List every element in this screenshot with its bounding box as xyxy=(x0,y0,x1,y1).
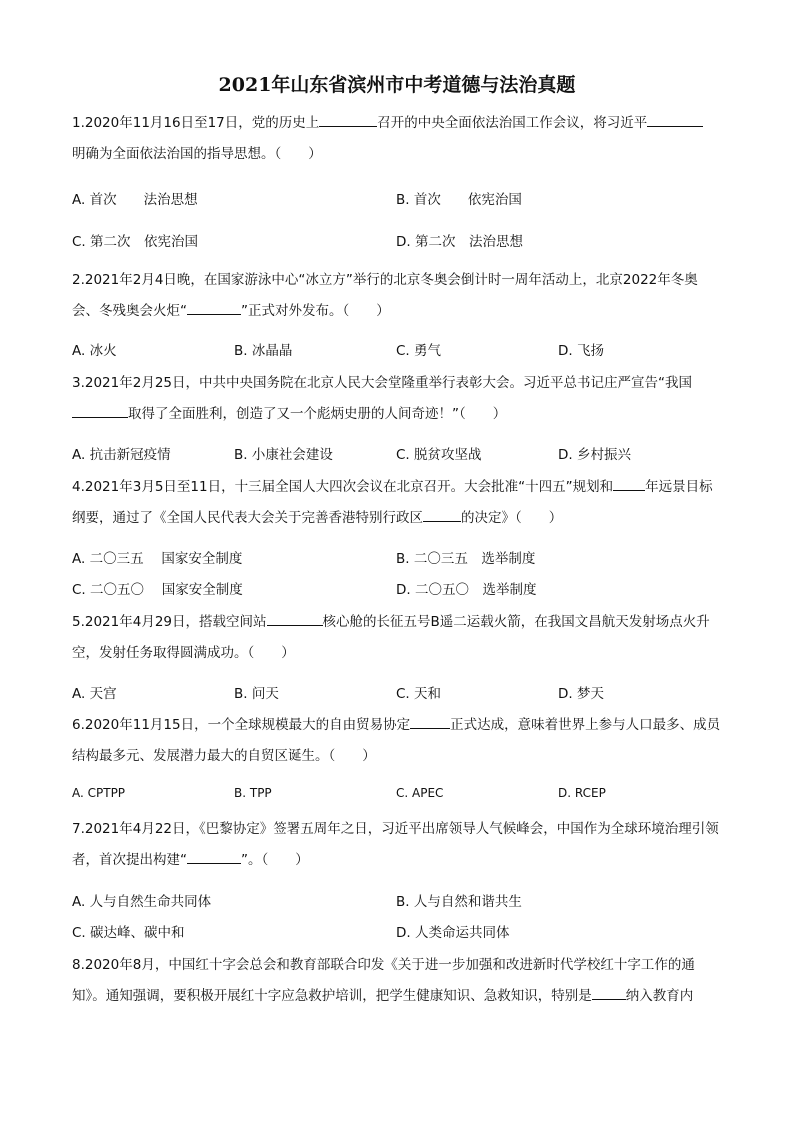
option-b: B. 小康社会建设 xyxy=(234,447,333,463)
option-c: C. APEC xyxy=(396,786,444,800)
option-c: C. 碳达峰、碳中和 xyxy=(72,925,185,941)
question-text: 6.2020年11月15日，一个全球规模最大的自由贸易协定 xyxy=(72,717,411,733)
question-text: 3.2021年2月25日，中共中央国务院在北京人民大会堂隆重举行表彰大会。习近平总书记庄严宣告“我国 xyxy=(72,375,692,391)
question-text: 纳入教育内 xyxy=(625,988,694,1004)
option-d: D. 人类命运共同体 xyxy=(396,925,510,941)
question-7 xyxy=(72,814,724,876)
question-6 xyxy=(72,710,724,772)
answer-blank xyxy=(592,985,626,1000)
question-text: ”正式对外发布。（ ） xyxy=(241,303,390,319)
question-text: 7.2021年4月22日，《巴黎协定》签署五周年之日，习近平出席领导人气候峰会，中国作为全球环境治理引领者，首次提出构建“ xyxy=(72,821,719,868)
answer-blank xyxy=(187,300,241,315)
option-a: A. 抗击新冠疫情 xyxy=(72,447,171,463)
question-4 xyxy=(72,472,724,534)
answer-blank xyxy=(613,476,645,491)
option-a: A. CPTPP xyxy=(72,786,126,800)
option-a: A. 二〇三五 国家安全制度 xyxy=(72,551,243,567)
answer-blank xyxy=(187,849,241,864)
question-text: 核心舱的长征五号B遥二运载火箭，在我国文昌航天发射场点火升空，发射任务取得圆满成功。（ ） xyxy=(72,614,710,661)
option-d: D. RCEP xyxy=(558,786,606,800)
option-d: D. 乡村振兴 xyxy=(558,447,631,463)
option-d: D. 第二次 法治思想 xyxy=(396,234,523,250)
option-a: A. 首次 法治思想 xyxy=(72,192,198,208)
question-text: 2.2021年2月4日晚，在国家游泳中心“冰立方”举行的北京冬奥会倒计时一周年活动上，北京2022年冬奥会、冬残奥会火炬“ xyxy=(72,272,698,319)
question-text: ”。（ ） xyxy=(241,852,309,868)
option-c: C. 第二次 依宪治国 xyxy=(72,234,199,250)
question-text: 8.2020年8月，中国红十字会总会和教育部联合印发《关于进一步加强和改进新时代学校红十字工作的通知》。通知强调，要积极开展红十字应急救护培训，把学生健康知识、急救知识，特别是 xyxy=(72,957,695,1004)
question-text: 年远景目标纲要，通过了《全国人民代表大会关于完善香港特别行政区 xyxy=(72,479,713,526)
option-b: B. TPP xyxy=(234,786,272,800)
question-text: 取得了全面胜利，创造了又一个彪炳史册的人间奇迹！”（ ） xyxy=(128,406,507,422)
option-b: B. 二〇三五 选举制度 xyxy=(396,551,536,567)
answer-blank xyxy=(647,112,703,127)
option-c: C. 二〇五〇 国家安全制度 xyxy=(72,582,243,598)
answer-blank xyxy=(410,714,450,729)
option-d: D. 梦天 xyxy=(558,686,604,702)
question-5 xyxy=(72,607,724,669)
question-2 xyxy=(72,265,724,327)
option-d: D. 二〇五〇 选举制度 xyxy=(396,582,537,598)
question-3 xyxy=(72,368,724,430)
option-c: C. 脱贫攻坚战 xyxy=(396,447,482,463)
question-8 xyxy=(72,950,724,1012)
question-text: 的决定》（ ） xyxy=(461,510,563,526)
option-b: B. 人与自然和谐共生 xyxy=(396,894,522,910)
option-b: B. 问天 xyxy=(234,686,279,702)
answer-blank xyxy=(423,507,461,522)
option-b: B. 首次 依宪治国 xyxy=(396,192,522,208)
option-a: A. 人与自然生命共同体 xyxy=(72,894,212,910)
question-text: 明确为全面依法治国的指导思想。（ ） xyxy=(72,146,322,162)
option-c: C. 勇气 xyxy=(396,343,442,359)
question-text: 召开的中央全面依法治国工作会议，将习近平 xyxy=(377,115,648,131)
option-d: D. 飞扬 xyxy=(558,343,604,359)
answer-blank xyxy=(319,112,377,127)
question-text: 1.2020年11月16日至17日，党的历史上 xyxy=(72,115,320,131)
option-c: C. 天和 xyxy=(396,686,442,702)
answer-blank xyxy=(267,611,323,626)
option-b: B. 冰晶晶 xyxy=(234,343,293,359)
answer-blank xyxy=(72,403,128,418)
question-text: 4.2021年3月5日至11日，十三届全国人大四次会议在北京召开。大会批准“十四五”规划和 xyxy=(72,479,614,495)
question-1 xyxy=(72,108,724,170)
option-a: A. 天宫 xyxy=(72,686,117,702)
page-title: 2021年山东省滨州市中考道德与法治真题 xyxy=(218,74,576,96)
question-text: 正式达成，意味着世界上参与人口最多、成员结构最多元、发展潜力最大的自贸区诞生。（ ） xyxy=(72,717,721,764)
question-text: 5.2021年4月29日，搭载空间站 xyxy=(72,614,267,630)
option-a: A. 冰火 xyxy=(72,343,117,359)
